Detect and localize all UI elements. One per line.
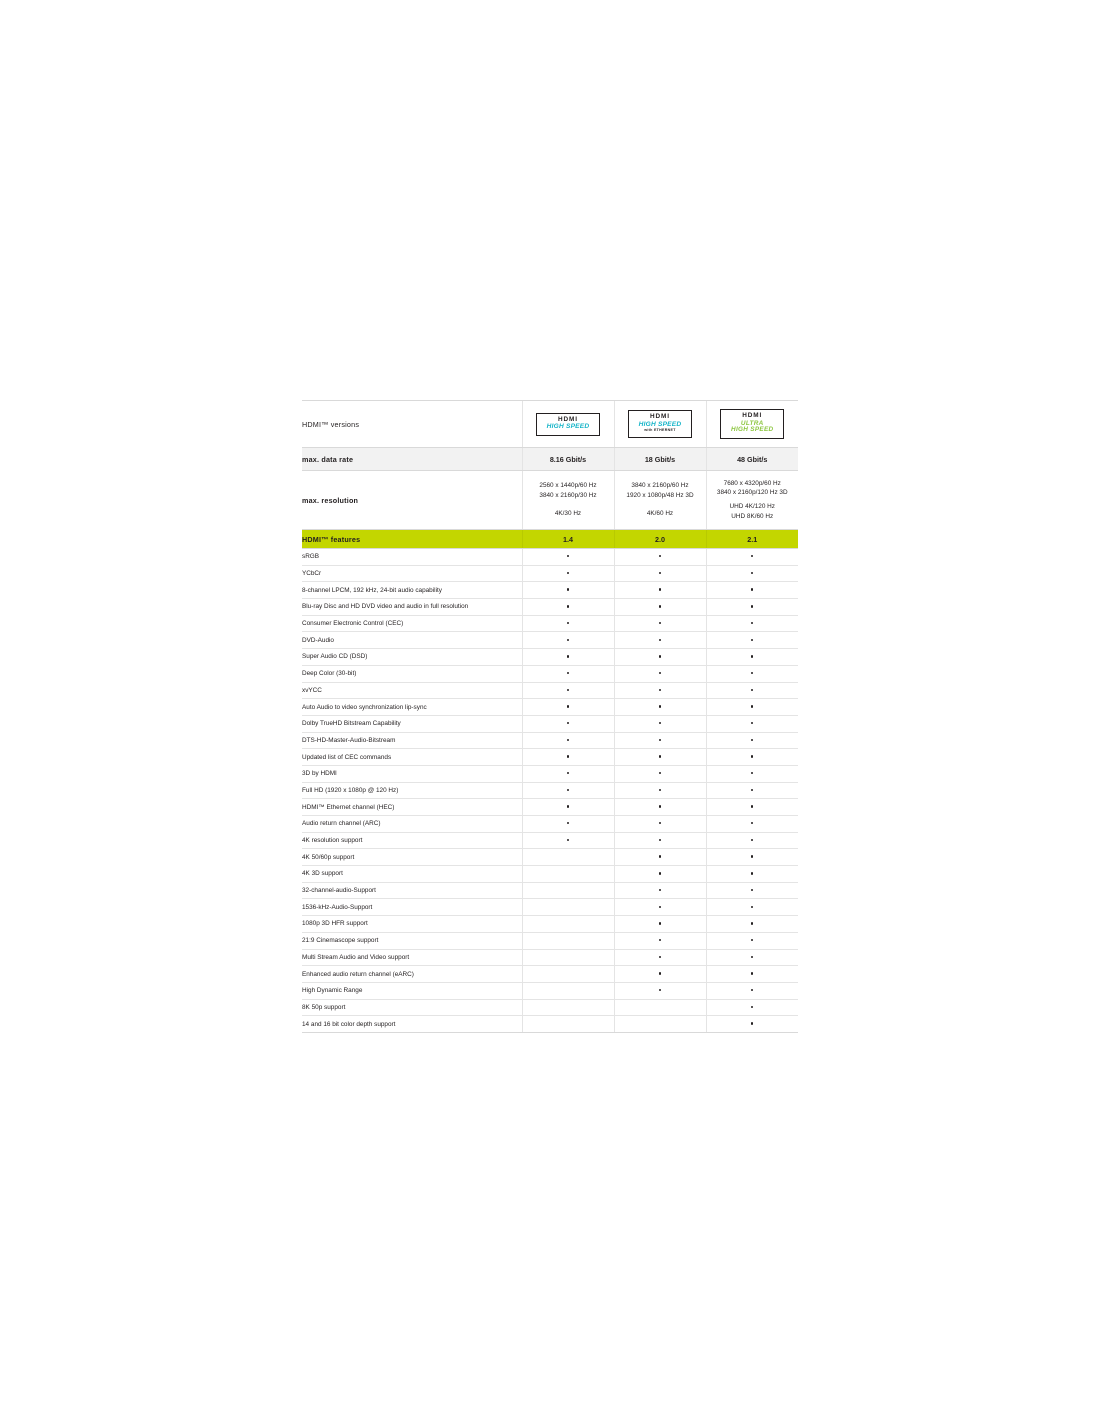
bullet-icon — [751, 855, 753, 857]
resolution-line: 3840 x 2160p/60 Hz — [631, 482, 689, 490]
bullet-icon — [751, 605, 753, 607]
feature-supported-mark — [522, 599, 614, 616]
bullet-icon — [751, 572, 753, 574]
bullet-icon — [751, 622, 753, 624]
bullet-icon — [751, 805, 753, 807]
feature-supported-mark — [706, 582, 798, 599]
feature-supported-mark — [706, 816, 798, 833]
resolution-summary-line: 4K/60 Hz — [646, 510, 674, 518]
row-max-data-rate — [302, 448, 798, 471]
feature-name: 21:9 Cinemascope support — [302, 932, 522, 949]
row-label-features: HDMI™ features — [302, 530, 522, 549]
row-label-resolution: max. resolution — [302, 471, 522, 530]
bullet-icon — [659, 972, 661, 974]
bullet-icon — [659, 655, 661, 657]
feature-rows — [302, 549, 798, 1033]
feature-unsupported-cell — [522, 1016, 614, 1033]
bullet-icon — [751, 989, 753, 991]
bullet-icon — [567, 672, 569, 674]
bullet-icon — [659, 939, 661, 941]
feature-supported-mark — [706, 999, 798, 1016]
bullet-icon — [751, 689, 753, 691]
bullet-icon — [659, 572, 661, 574]
hdmi-high-speed-logo — [536, 413, 600, 436]
feature-supported-mark — [706, 665, 798, 682]
hdmi-logo-line2: with ETHERNET — [644, 427, 676, 432]
bullet-icon — [751, 772, 753, 774]
feature-supported-mark — [614, 916, 706, 933]
bullet-icon — [751, 739, 753, 741]
feature-supported-mark — [706, 649, 798, 666]
hdmi-wordmark: HDMI — [650, 413, 670, 421]
row-label-versions: HDMI™ versions — [302, 401, 522, 448]
feature-supported-mark — [614, 866, 706, 883]
feature-name: 1536-kHz-Audio-Support — [302, 899, 522, 916]
bullet-icon — [659, 822, 661, 824]
bullet-icon — [751, 789, 753, 791]
feature-name: xvYCC — [302, 682, 522, 699]
feature-supported-mark — [614, 882, 706, 899]
table-row — [302, 699, 798, 716]
feature-supported-mark — [614, 765, 706, 782]
feature-supported-mark — [614, 782, 706, 799]
feature-supported-mark — [522, 799, 614, 816]
feature-supported-mark — [706, 682, 798, 699]
table-row — [302, 1016, 798, 1033]
hdmi-wordmark: HDMI — [558, 415, 578, 423]
resolution-summary-line: UHD 8K/60 Hz — [731, 512, 774, 520]
version-number-14: 1.4 — [522, 530, 614, 549]
bullet-icon — [659, 588, 661, 590]
feature-supported-mark — [614, 565, 706, 582]
feature-supported-mark — [614, 899, 706, 916]
feature-name: Deep Color (30-bit) — [302, 665, 522, 682]
resolution-20 — [614, 471, 706, 530]
feature-supported-mark — [614, 849, 706, 866]
hdmi-high-speed-ethernet-logo — [628, 410, 692, 437]
feature-supported-mark — [522, 565, 614, 582]
table-row — [302, 565, 798, 582]
feature-name: 4K 3D support — [302, 866, 522, 883]
feature-name: 1080p 3D HFR support — [302, 916, 522, 933]
feature-supported-mark — [706, 932, 798, 949]
feature-supported-mark — [706, 966, 798, 983]
feature-supported-mark — [522, 649, 614, 666]
logo-cell-hdmi-21 — [706, 401, 798, 448]
feature-supported-mark — [522, 582, 614, 599]
bullet-icon — [751, 755, 753, 757]
feature-name: 4K 50/60p support — [302, 849, 522, 866]
bullet-icon — [659, 956, 661, 958]
bullet-icon — [567, 772, 569, 774]
feature-supported-mark — [614, 715, 706, 732]
feature-unsupported-cell — [522, 866, 614, 883]
feature-supported-mark — [706, 699, 798, 716]
feature-supported-mark — [706, 982, 798, 999]
feature-name: High Dynamic Range — [302, 982, 522, 999]
feature-supported-mark — [706, 765, 798, 782]
feature-supported-mark — [614, 816, 706, 833]
feature-name: DVD-Audio — [302, 632, 522, 649]
data-rate-21: 48 Gbit/s — [706, 448, 798, 471]
resolution-21 — [706, 471, 798, 530]
feature-supported-mark — [614, 832, 706, 849]
feature-supported-mark — [614, 582, 706, 599]
bullet-icon — [659, 689, 661, 691]
bullet-icon — [659, 889, 661, 891]
bullet-icon — [659, 772, 661, 774]
feature-unsupported-cell — [522, 916, 614, 933]
row-hdmi-features-header — [302, 530, 798, 549]
bullet-icon — [567, 572, 569, 574]
feature-supported-mark — [614, 732, 706, 749]
bullet-icon — [751, 588, 753, 590]
feature-unsupported-cell — [522, 966, 614, 983]
feature-name: Consumer Electronic Control (CEC) — [302, 615, 522, 632]
bullet-icon — [567, 555, 569, 557]
feature-supported-mark — [522, 749, 614, 766]
resolution-14 — [522, 471, 614, 530]
feature-name: Auto Audio to video synchronization lip-sync — [302, 699, 522, 716]
feature-supported-mark — [522, 615, 614, 632]
feature-supported-mark — [614, 699, 706, 716]
hdmi-logo-line1: ULTRA — [740, 419, 764, 427]
feature-name: 32-channel-audio-Support — [302, 882, 522, 899]
feature-supported-mark — [522, 682, 614, 699]
bullet-icon — [567, 789, 569, 791]
bullet-icon — [567, 605, 569, 607]
bullet-icon — [659, 839, 661, 841]
bullet-icon — [659, 906, 661, 908]
table-row — [302, 649, 798, 666]
row-max-resolution — [302, 471, 798, 530]
table-row — [302, 866, 798, 883]
data-rate-20: 18 Gbit/s — [614, 448, 706, 471]
bullet-icon — [567, 639, 569, 641]
feature-supported-mark — [706, 899, 798, 916]
feature-supported-mark — [706, 882, 798, 899]
table-row — [302, 799, 798, 816]
feature-supported-mark — [614, 982, 706, 999]
table-row — [302, 782, 798, 799]
table-row — [302, 632, 798, 649]
bullet-icon — [659, 989, 661, 991]
feature-name: Full HD (1920 x 1080p @ 120 Hz) — [302, 782, 522, 799]
feature-supported-mark — [706, 949, 798, 966]
feature-supported-mark — [522, 699, 614, 716]
feature-supported-mark — [522, 832, 614, 849]
table-row — [302, 816, 798, 833]
bullet-icon — [659, 922, 661, 924]
hdmi-logo-line1: HIGH SPEED — [638, 420, 682, 428]
table-row — [302, 749, 798, 766]
bullet-icon — [567, 622, 569, 624]
bullet-icon — [567, 755, 569, 757]
feature-name: sRGB — [302, 549, 522, 566]
data-rate-14: 8.16 Gbit/s — [522, 448, 614, 471]
bullet-icon — [751, 639, 753, 641]
feature-supported-mark — [522, 765, 614, 782]
feature-supported-mark — [522, 715, 614, 732]
feature-name: 3D by HDMI — [302, 765, 522, 782]
logo-cell-hdmi-14 — [522, 401, 614, 448]
row-hdmi-versions — [302, 401, 798, 448]
feature-supported-mark — [706, 565, 798, 582]
bullet-icon — [751, 822, 753, 824]
feature-name: Super Audio CD (DSD) — [302, 649, 522, 666]
table-row — [302, 899, 798, 916]
table-row — [302, 916, 798, 933]
feature-supported-mark — [522, 549, 614, 566]
feature-name: YCbCr — [302, 565, 522, 582]
bullet-icon — [659, 722, 661, 724]
feature-supported-mark — [706, 549, 798, 566]
bullet-icon — [751, 672, 753, 674]
feature-supported-mark — [706, 782, 798, 799]
feature-name: 8-channel LPCM, 192 kHz, 24-bit audio capability — [302, 582, 522, 599]
feature-supported-mark — [522, 632, 614, 649]
feature-supported-mark — [614, 949, 706, 966]
table-row — [302, 949, 798, 966]
bullet-icon — [751, 1022, 753, 1024]
table-row — [302, 882, 798, 899]
feature-supported-mark — [706, 1016, 798, 1033]
bullet-icon — [659, 555, 661, 557]
feature-supported-mark — [614, 966, 706, 983]
feature-supported-mark — [522, 732, 614, 749]
bullet-icon — [567, 739, 569, 741]
bullet-icon — [751, 906, 753, 908]
bullet-icon — [751, 555, 753, 557]
hdmi-version-comparison-table — [302, 400, 798, 1033]
feature-supported-mark — [614, 549, 706, 566]
feature-supported-mark — [706, 866, 798, 883]
feature-supported-mark — [706, 849, 798, 866]
feature-unsupported-cell — [614, 1016, 706, 1033]
feature-unsupported-cell — [522, 849, 614, 866]
feature-supported-mark — [522, 816, 614, 833]
table-row — [302, 966, 798, 983]
feature-supported-mark — [614, 649, 706, 666]
table-row — [302, 765, 798, 782]
bullet-icon — [659, 872, 661, 874]
feature-supported-mark — [706, 749, 798, 766]
feature-supported-mark — [614, 665, 706, 682]
feature-supported-mark — [614, 749, 706, 766]
table-row — [302, 715, 798, 732]
hdmi-logo-line1: HIGH SPEED — [546, 422, 590, 430]
resolution-line: 7680 x 4320p/60 Hz — [723, 479, 781, 487]
bullet-icon — [659, 789, 661, 791]
feature-supported-mark — [614, 932, 706, 949]
feature-name: Multi Stream Audio and Video support — [302, 949, 522, 966]
resolution-line: 3840 x 2160p/120 Hz 3D — [716, 489, 788, 497]
resolution-line: 1920 x 1080p/48 Hz 3D — [626, 491, 694, 499]
table-row — [302, 599, 798, 616]
row-label-data-rate: max. data rate — [302, 448, 522, 471]
bullet-icon — [567, 722, 569, 724]
feature-supported-mark — [706, 632, 798, 649]
table-row — [302, 832, 798, 849]
bullet-icon — [567, 822, 569, 824]
hdmi-wordmark: HDMI — [742, 412, 763, 420]
bullet-icon — [751, 972, 753, 974]
feature-name: 4K resolution support — [302, 832, 522, 849]
feature-unsupported-cell — [522, 982, 614, 999]
feature-supported-mark — [614, 599, 706, 616]
bullet-icon — [751, 722, 753, 724]
feature-unsupported-cell — [522, 882, 614, 899]
resolution-summary-line: UHD 4K/120 Hz — [729, 503, 775, 510]
resolution-line: 2560 x 1440p/60 Hz — [539, 482, 597, 490]
bullet-icon — [567, 689, 569, 691]
feature-supported-mark — [706, 732, 798, 749]
bullet-icon — [751, 889, 753, 891]
table-row — [302, 549, 798, 566]
feature-name: Dolby TrueHD Bitstream Capability — [302, 715, 522, 732]
hdmi-logo-line2: HIGH SPEED — [731, 426, 774, 434]
feature-unsupported-cell — [522, 999, 614, 1016]
resolution-line: 3840 x 2160p/30 Hz — [539, 491, 597, 499]
table-row — [302, 982, 798, 999]
bullet-icon — [751, 1006, 753, 1008]
table-row — [302, 732, 798, 749]
table-row — [302, 932, 798, 949]
feature-supported-mark — [706, 599, 798, 616]
bullet-icon — [751, 839, 753, 841]
feature-name: Audio return channel (ARC) — [302, 816, 522, 833]
feature-supported-mark — [706, 916, 798, 933]
version-number-21: 2.1 — [706, 530, 798, 549]
bullet-icon — [751, 922, 753, 924]
table-row — [302, 849, 798, 866]
feature-supported-mark — [706, 799, 798, 816]
table-row — [302, 615, 798, 632]
feature-unsupported-cell — [522, 949, 614, 966]
bullet-icon — [751, 705, 753, 707]
feature-name: HDMI™ Ethernet channel (HEC) — [302, 799, 522, 816]
bullet-icon — [751, 872, 753, 874]
feature-name: Blu-ray Disc and HD DVD video and audio in full resolution — [302, 599, 522, 616]
table-row — [302, 682, 798, 699]
feature-unsupported-cell — [522, 932, 614, 949]
feature-unsupported-cell — [522, 899, 614, 916]
feature-supported-mark — [614, 799, 706, 816]
bullet-icon — [659, 855, 661, 857]
logo-cell-hdmi-20 — [614, 401, 706, 448]
bullet-icon — [659, 705, 661, 707]
feature-supported-mark — [522, 665, 614, 682]
feature-name: 14 and 16 bit color depth support — [302, 1016, 522, 1033]
feature-supported-mark — [522, 782, 614, 799]
table-row — [302, 665, 798, 682]
bullet-icon — [659, 739, 661, 741]
feature-supported-mark — [706, 715, 798, 732]
hdmi-ultra-high-speed-logo — [720, 409, 784, 438]
bullet-icon — [567, 805, 569, 807]
comparison-table — [302, 400, 798, 1033]
bullet-icon — [751, 956, 753, 958]
bullet-icon — [659, 622, 661, 624]
bullet-icon — [659, 639, 661, 641]
bullet-icon — [567, 588, 569, 590]
feature-name: Updated list of CEC commands — [302, 749, 522, 766]
feature-supported-mark — [614, 615, 706, 632]
feature-supported-mark — [614, 632, 706, 649]
bullet-icon — [567, 655, 569, 657]
table-row — [302, 582, 798, 599]
table-row — [302, 999, 798, 1016]
feature-supported-mark — [614, 682, 706, 699]
bullet-icon — [751, 655, 753, 657]
feature-unsupported-cell — [614, 999, 706, 1016]
resolution-summary-line: 4K/30 Hz — [554, 510, 582, 518]
bullet-icon — [567, 705, 569, 707]
bullet-icon — [659, 672, 661, 674]
version-number-20: 2.0 — [614, 530, 706, 549]
feature-name: Enhanced audio return channel (eARC) — [302, 966, 522, 983]
feature-supported-mark — [706, 832, 798, 849]
feature-supported-mark — [706, 615, 798, 632]
bullet-icon — [567, 839, 569, 841]
feature-name: 8K 50p support — [302, 999, 522, 1016]
bullet-icon — [659, 755, 661, 757]
bullet-icon — [659, 805, 661, 807]
bullet-icon — [751, 939, 753, 941]
bullet-icon — [659, 605, 661, 607]
feature-name: DTS-HD-Master-Audio-Bitstream — [302, 732, 522, 749]
